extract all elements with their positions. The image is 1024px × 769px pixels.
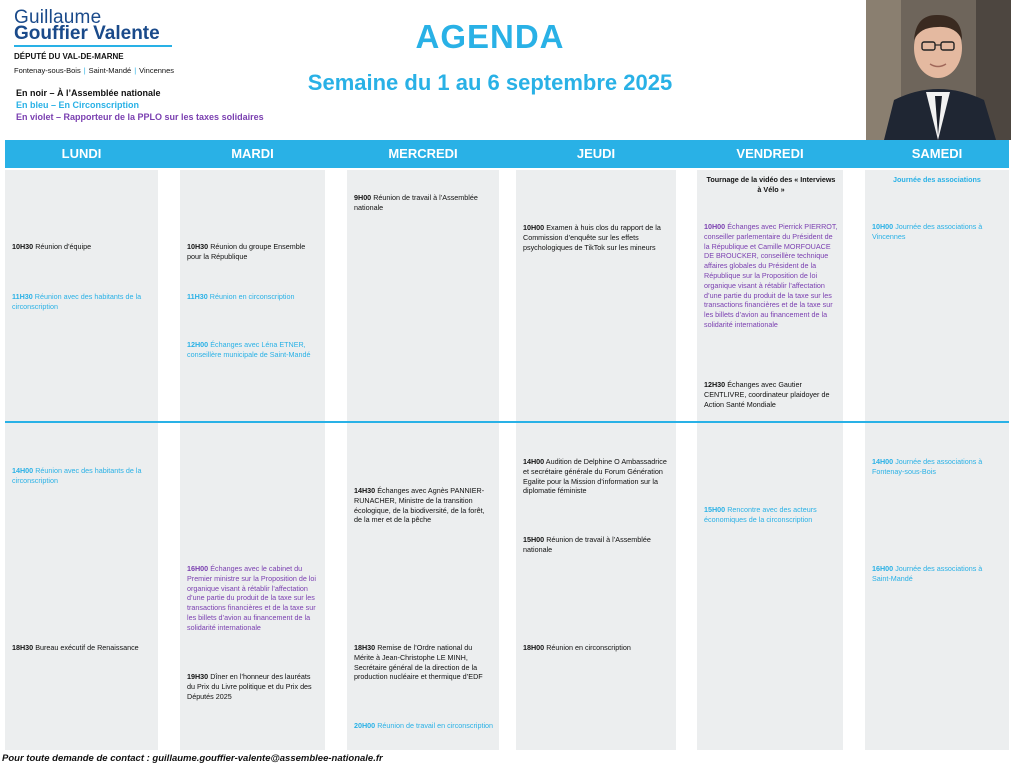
day-header-jeudi: JEUDI	[576, 146, 616, 161]
town-separator: |	[134, 66, 137, 75]
legend-blue: En bleu – En Circonscription	[16, 100, 140, 110]
town-1: Fontenay-sous-Bois	[14, 66, 81, 75]
event-item: 14H00 Journée des associations à Fontenay-sous-Bois	[872, 457, 983, 476]
event-item: 12H00 Échanges avec Léna ETNER, conseillère municipale de Saint-Mandé	[187, 340, 311, 359]
event-item: 20H00 Réunion de travail en circonscription	[354, 721, 494, 730]
agenda-title: AGENDA	[415, 18, 565, 55]
event-item: 14H00 Réunion avec des habitants de la circonscription	[12, 466, 142, 485]
event-item: 12H30 Échanges avec Gautier CENTLIVRE, coordinateur plaidoyer de Action Santé Mondiale	[704, 380, 830, 409]
deputy-first-name: Guillaume	[14, 7, 102, 28]
event-item: 16H00 Journée des associations à Saint-Mandé	[872, 564, 983, 583]
event-item: 10H00 Échanges avec Pierrick PIERROT, conseiller parlementaire du Président de la République et Camille MORFOUACE DE BROUCKER, conseillère technique affaires globales du Président de la République sur la Proposition de loi organique visant à rétablir l’affectation d’une partie du produit de la taxe sur les transactions financières et de la taxe sur les billets d’avion au financement de la solidarité internationale	[704, 222, 838, 329]
town-3: Vincennes	[139, 66, 175, 75]
event-item: 14H30 Échanges avec Agnès PANNIER-RUNACHER, Ministre de la transition écologique, de la biodiversité, de la forêt, de la mer et de la pêche	[354, 486, 485, 525]
event-item: 18H30 Remise de l’Ordre national du Mérite à Jean-Christophe LE MINH, Secrétaire général de la direction de la production nucléaire et thermique d’EDF	[354, 643, 483, 682]
event-item: 11H30 Réunion avec des habitants de la circonscription	[12, 292, 142, 311]
day-header-lundi: LUNDI	[61, 146, 102, 161]
event-item: 16H00 Échanges avec le cabinet du Premier ministre sur la Proposition de loi organique visant à rétablir l’affectation d’une partie du produit de la taxe sur les transactions financières et de la taxe sur les billets d’avion au financement de la solidarité internationale	[187, 564, 317, 632]
event-item: 10H30 Réunion du groupe Ensemble pour la République	[187, 242, 306, 261]
deputy-portrait	[866, 0, 1011, 140]
legend-violet: En violet – Rapporteur de la PPLO sur les taxes solidaires	[16, 112, 264, 122]
day-header-mardi: MARDI	[231, 146, 274, 161]
deputy-title: DÉPUTÉ DU VAL-DE-MARNE	[14, 52, 124, 61]
day-header-mercredi: MERCREDI	[388, 146, 458, 161]
contact-footer: Pour toute demande de contact : guillaume.gouffier-valente@assemblee-nationale.fr	[2, 753, 383, 764]
event-item: 10H00 Examen à huis clos du rapport de la Commission d’enquête sur les effets psychologiques de TikTok sur les mineurs	[523, 223, 661, 252]
event-item: 15H00 Réunion de travail à l’Assemblée nationale	[523, 535, 651, 554]
event-item: Tournage de la vidéo des « Interviews à Vélo »	[706, 175, 836, 194]
event-item: 14H00 Audition de Delphine O Ambassadrice et secrétaire générale du Forum Génération Egalite pour la Mission d’information sur la diplomatie féministe	[523, 457, 667, 496]
event-item: 11H30 Réunion en circonscription	[187, 292, 295, 301]
event-item: 18H00 Réunion en circonscription	[523, 643, 631, 652]
town-2: Saint-Mandé	[88, 66, 132, 75]
deputy-last-name: Gouffier Valente	[14, 23, 160, 44]
event-item: Journée des associations	[893, 175, 981, 184]
column-lundi	[5, 170, 158, 750]
legend-black: En noir – À l’Assemblée nationale	[16, 88, 161, 98]
portrait-image	[866, 0, 1011, 140]
day-header-samedi: SAMEDI	[911, 146, 963, 161]
town-separator: |	[83, 66, 86, 75]
event-item: 10H30 Réunion d’équipe	[12, 242, 92, 251]
event-item: 9H00 Réunion de travail à l’Assemblée nationale	[354, 193, 478, 212]
event-item: 19H30 Dîner en l’honneur des lauréats du Prix du Livre politique et du Prix des Députés 2025	[187, 672, 312, 701]
event-item: 18H30 Bureau exécutif de Renaissance	[12, 643, 139, 652]
week-title: Semaine du 1 au 6 septembre 2025	[307, 70, 673, 95]
event-item: 10H00 Journée des associations à Vincennes	[872, 222, 983, 241]
event-item: 15H00 Rencontre avec des acteurs économiques de la circonscription	[704, 505, 817, 524]
midday-divider	[5, 421, 1009, 423]
day-header-vendredi: VENDREDI	[736, 146, 804, 161]
